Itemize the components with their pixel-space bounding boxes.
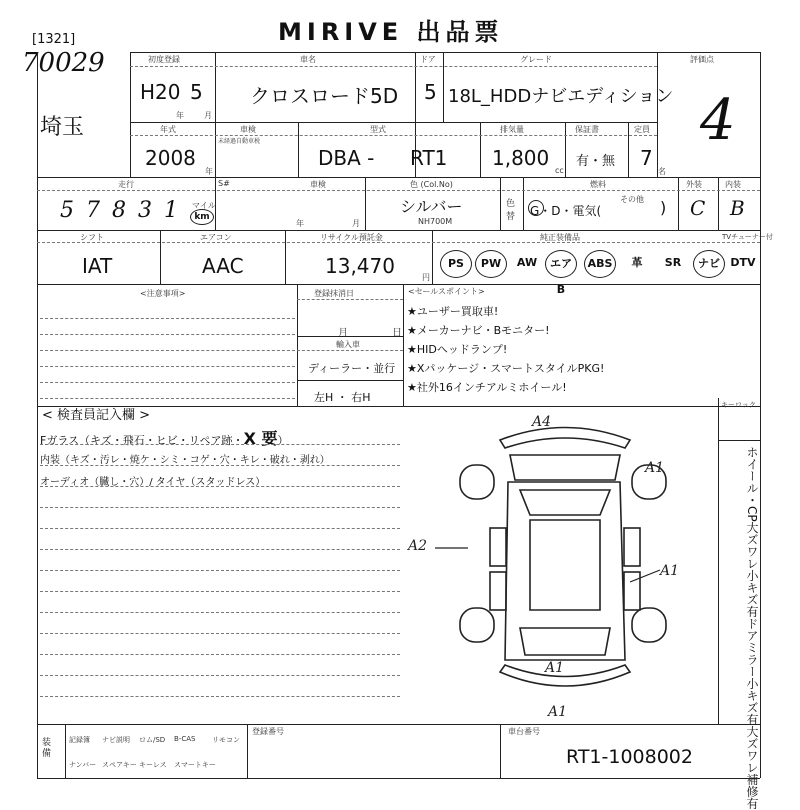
mileage-label: 走行: [118, 180, 134, 189]
right-column-item: 大ズワレ: [745, 725, 759, 774]
fuel-gasoline-circle: [528, 200, 544, 216]
equipment-DTV: DTV: [730, 256, 756, 269]
equipment-ABS: ABS: [584, 250, 616, 278]
region: 埼玉: [40, 115, 85, 140]
right-column-item: 大ズワレ: [745, 521, 759, 570]
score-label: 評価点: [690, 55, 714, 64]
vehicle-inspection-label: 車検: [240, 125, 256, 134]
notes-line: [40, 366, 295, 367]
persons-unit: 名: [658, 167, 666, 176]
damage-mark-5: A1: [548, 704, 568, 720]
grade-value: 18L_HDDナビエディション: [448, 86, 674, 107]
aircon-value: AAC: [202, 254, 244, 278]
rear-bumper: [500, 665, 630, 686]
warranty-value: 有・無: [576, 154, 616, 169]
damage-mark-3: A1: [660, 563, 680, 579]
bottom-side-label: 装備: [42, 738, 52, 759]
bottom-item: スペアキー: [102, 761, 137, 769]
damage-mark-1: A1: [645, 460, 665, 476]
f-glass-mark: X 要: [243, 429, 278, 448]
grade-label: グレード: [520, 55, 552, 64]
inspector-line: [40, 465, 400, 466]
equipment-PS: PS: [440, 250, 472, 278]
notes-line: [40, 318, 295, 319]
color-change-label: 色替: [506, 199, 516, 222]
interior-label: 内装: [725, 180, 741, 189]
equipment-SR: SR: [664, 256, 682, 269]
km-mile-label: マイル: [192, 201, 216, 210]
sn-label: S#: [218, 179, 230, 188]
unregistered-label: 未経過自動車税: [218, 138, 261, 145]
cc-unit: cc: [555, 166, 564, 175]
right-column-item: 小キズ有: [745, 677, 759, 726]
model-code: RT1: [410, 146, 448, 170]
damage-mark-0: A4: [532, 414, 552, 430]
lot-bracket: [1321]: [32, 32, 76, 47]
notes-line: [40, 350, 295, 351]
shaken-label: 車検: [310, 180, 326, 189]
model-prefix: DBA -: [318, 146, 375, 170]
sales-point: ★HIDヘッドランプ!: [407, 343, 508, 356]
fuel-other-label: その他: [620, 195, 644, 204]
left-right-hand: 左H ・ 右H: [314, 391, 371, 404]
inspector-line: [40, 528, 400, 529]
fuel-close: ): [660, 198, 667, 217]
right-column-item: ホイール・CP: [745, 446, 759, 522]
inspector-line: [40, 696, 400, 697]
doors-value: 5: [424, 80, 437, 104]
right-column-notes: [724, 446, 759, 810]
aircon-label: エアコン: [200, 233, 232, 242]
front-left-wheel: [460, 465, 494, 499]
inspector-notes-label: < 検査員記入欄 >: [42, 408, 151, 423]
sales-point: ★ユーザー買取車!: [407, 305, 499, 318]
sales-point: ★Xパッケージ・スマートスタイルPKG!: [407, 362, 605, 375]
exterior-label: 外装: [686, 180, 702, 189]
sales-point: ★メーカーナビ・Bモニター!: [407, 324, 550, 337]
shaken-year-unit: 年: [296, 219, 304, 228]
day-label: 日: [392, 328, 402, 339]
capacity-value: 7: [640, 146, 653, 170]
mileage-value: 57831: [60, 198, 190, 223]
car-name-label: 車名: [300, 55, 316, 64]
color-value: シルバー: [400, 197, 463, 216]
color-label: 色 (Col.No): [410, 180, 453, 189]
car-damage-diagram: [408, 410, 710, 720]
left-door-rear: [490, 572, 506, 610]
inspector-line: [40, 549, 400, 550]
bottom-item: キーレス: [139, 761, 167, 769]
interior-value: B: [730, 196, 745, 220]
model-year-label: 年式: [160, 125, 176, 134]
bottom-item: ナビ説明: [102, 736, 130, 744]
chassis-number-value: RT1-1008002: [566, 746, 693, 768]
right-column-item: 補修有: [745, 773, 759, 810]
exterior-value: C: [690, 196, 706, 220]
year-unit: 年: [176, 111, 184, 120]
car-name-value: クロスロード5D: [250, 84, 399, 108]
warranty-label: 保証書: [575, 125, 599, 134]
interior-line: 内装（キズ・汚レ・焼ケ・シミ・コゲ・穴・キレ・破れ・剥れ）: [40, 455, 330, 466]
recycle-label: リサイクル預託金: [320, 233, 383, 242]
damage-mark-4: A1: [545, 660, 565, 676]
equipment-AW: AW: [516, 256, 538, 269]
inspector-line: [40, 591, 400, 592]
damage-mark-2: A2: [408, 538, 428, 554]
recycle-value: 13,470: [325, 254, 395, 278]
left-door-front: [490, 528, 506, 566]
year-unit-2: 年: [205, 167, 213, 176]
equipment-label: 純正装備品: [540, 233, 580, 242]
shift-label: シフト: [80, 233, 104, 242]
f-glass-text: Fガラス（キズ・飛石・ヒビ・リペア跡・: [40, 434, 244, 447]
first-reg-label: 初度登録: [148, 55, 180, 64]
right-column-item: ドアミラー: [745, 617, 759, 678]
body: [505, 482, 625, 660]
inspector-line: [40, 612, 400, 613]
rear-right-wheel: [632, 608, 666, 642]
model-year-value: 2008: [145, 146, 196, 170]
bottom-item: ナンバー: [69, 761, 97, 769]
door-label: ドア: [420, 55, 436, 64]
inspector-line: [40, 633, 400, 634]
fuel-value: G・D・電気(: [530, 204, 602, 218]
first-reg-year: H20: [140, 80, 181, 104]
front-bumper: [500, 428, 630, 449]
dealer-parallel: ディーラー・並行: [308, 362, 396, 375]
bottom-item: 記録簿: [69, 736, 90, 744]
reg-number-label: 登録番号: [252, 727, 284, 736]
shaken-month-unit: 月: [352, 219, 360, 228]
f-glass-line: [40, 426, 288, 449]
notes-label: <注意事項>: [140, 289, 186, 298]
bottom-item: B-CAS: [174, 735, 196, 743]
sales-points-label: <セールスポイント>: [408, 287, 485, 296]
displacement-value: 1,800: [492, 146, 550, 170]
displacement-label: 排気量: [500, 125, 524, 134]
lot-number: 70029: [22, 48, 105, 78]
month-unit: 月: [204, 111, 212, 120]
fuel-label: 燃料: [590, 180, 606, 189]
first-reg-month: 5: [190, 80, 203, 104]
right-column-item: 小キズ有: [745, 569, 759, 618]
f-glass-close: ）: [277, 434, 289, 447]
inspector-line: [40, 507, 400, 508]
equipment-革: 革: [631, 256, 643, 269]
hood: [510, 455, 620, 480]
score-value: 4: [700, 88, 736, 153]
tv-tuner-label: TVチューナー付: [722, 233, 773, 241]
bottom-item: リモコン: [212, 736, 240, 744]
windshield: [520, 490, 610, 515]
rear-window: [520, 628, 610, 655]
sales-point: ★社外16インチアルミホイール!: [407, 381, 567, 394]
import-label: 輸入車: [336, 340, 360, 349]
audio-line: オーディオ（臓し・穴）/ タイヤ（スタッドレス）: [40, 477, 266, 488]
equipment-ナビ: ナビ: [693, 250, 725, 278]
notes-line: [40, 334, 295, 335]
notes-line: [40, 382, 295, 383]
inspector-line: [40, 486, 400, 487]
color-no: NH700M: [418, 217, 453, 226]
notes-line: [40, 398, 295, 399]
right-door-rear: [624, 572, 640, 610]
form-title: MIRIVE 出品票: [278, 18, 504, 46]
inspector-line: [40, 675, 400, 676]
inspector-line: [40, 654, 400, 655]
shift-value: IAT: [82, 254, 113, 278]
equipment-エアB: エアB: [545, 250, 577, 278]
roof: [530, 520, 600, 610]
capacity-label: 定員: [634, 125, 650, 134]
right-door-front: [624, 528, 640, 566]
bottom-item: スマートキー: [174, 761, 216, 769]
month-label: 月: [338, 328, 348, 339]
km-unit: km: [190, 209, 214, 225]
model-label: 型式: [370, 125, 386, 134]
equipment-PW: PW: [475, 250, 507, 278]
inspector-line: [40, 570, 400, 571]
yen-unit: 円: [422, 273, 430, 282]
rear-left-wheel: [460, 608, 494, 642]
bottom-item: ロム/SD: [139, 736, 166, 744]
inspector-line: [40, 444, 400, 445]
chassis-number-label: 車台番号: [508, 727, 540, 736]
key-lock-label: キーロック: [721, 401, 756, 409]
registration-date-label: 登録抹消日: [314, 289, 354, 298]
